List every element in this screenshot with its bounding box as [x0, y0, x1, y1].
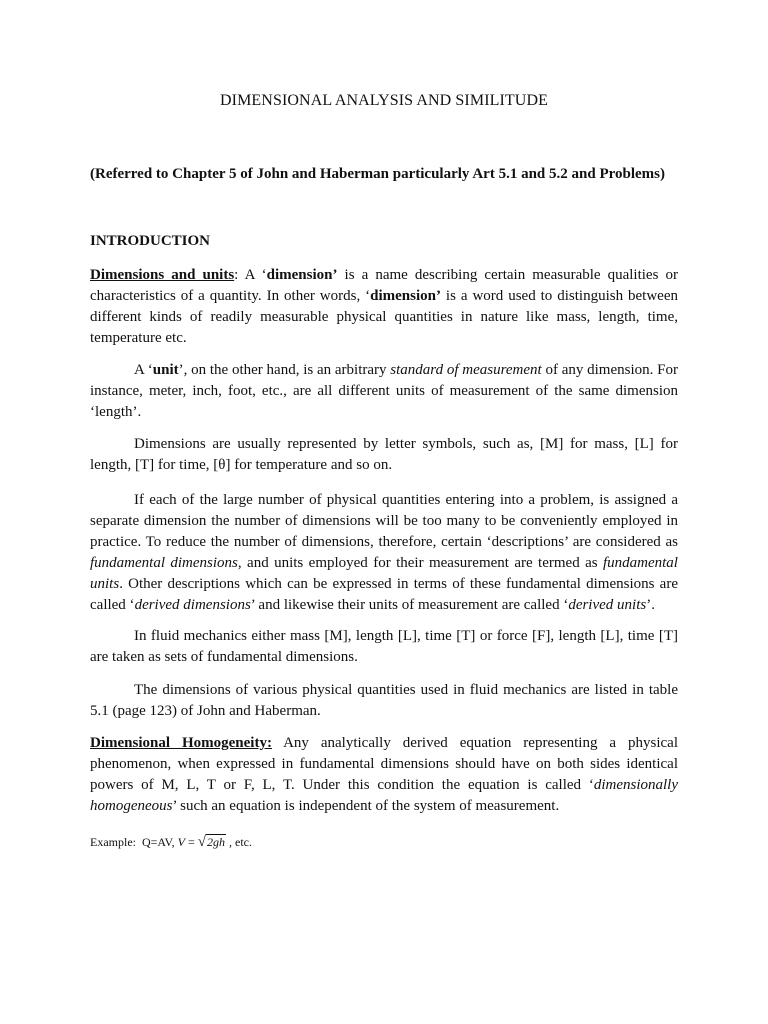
equation-velocity-lhs: V: [177, 835, 185, 849]
radicand: 2gh: [207, 835, 226, 849]
bold-run: dimension’: [266, 267, 338, 283]
example-label: Example:: [90, 835, 136, 849]
example-tail: , etc.: [226, 835, 253, 849]
example-line: [90, 834, 252, 851]
section-heading: INTRODUCTION: [90, 233, 211, 249]
paragraph-letter-symbols: Dimensions are usually represented by letter symbols, such as, [M] for mass, [L] for length, [T] for time, [θ] for temperature and so on.: [90, 436, 678, 473]
text-run: If each of the large number of physical quantities entering into a problem, is assigned a separate dimension the number of dimensions will be too many to be conveniently employed in practice. To reduce the number of dimensions, therefore, certain ‘descriptions’ are considered as: [90, 492, 678, 550]
reference-note: (Referred to Chapter 5 of John and Haberman particularly Art 5.1 and 5.2 and Problems): [90, 166, 665, 182]
term-dimensional-homogeneity: Dimensional Homogeneity:: [90, 735, 272, 751]
italic-run: dimensionally homogeneous: [90, 777, 678, 814]
text-run: is a name describing certain measurable qualities or characteristics of a quantity. In other words, ‘: [90, 267, 678, 304]
bold-run: dimension’: [370, 288, 441, 304]
equals-sign: =: [185, 835, 198, 849]
text-run: ’.: [646, 597, 655, 613]
text-run: ’, on the other hand, is an arbitrary: [178, 362, 391, 378]
paragraph-table-reference: The dimensions of various physical quantities used in fluid mechanics are listed in table 5.1 (page 123) of John and Haberman.: [90, 682, 678, 719]
text-run: Any analytically derived equation representing a physical phenomenon, when expressed in fundamental dimensions should have on both sides identical powers of M, L, T or F, L, T. Under this condition the equation is called ‘: [90, 735, 678, 793]
text-run: of any dimension. For instance, meter, inch, foot, etc., are all different units of measurement of the same dimension ‘length’.: [90, 362, 678, 420]
term-dimensions-and-units: Dimensions and units: [90, 267, 235, 283]
text-run: , and units employed for their measurement are termed as: [237, 555, 603, 571]
italic-run: fundamental dimensions: [90, 555, 238, 571]
equation-continuity: Q=AV,: [141, 835, 175, 849]
bold-run: unit: [152, 362, 179, 378]
italic-run: standard of measurement: [390, 362, 542, 378]
paragraph-fluid-mechanics-sets: In fluid mechanics either mass [M], length [L], time [T] or force [F], length [L], time [T] are taken as sets of fundamental dimensions.: [90, 628, 678, 665]
italic-run: derived units: [568, 597, 647, 613]
text-run: A ‘: [134, 362, 153, 378]
paragraph-dimensional-homogeneity: [90, 733, 678, 817]
text-run: ’ and likewise their units of measurement are called ‘: [250, 597, 569, 613]
text-run: : A ‘: [234, 267, 267, 283]
paragraph-fundamental-dimensions: [90, 490, 678, 616]
italic-run: derived dimensions: [134, 597, 251, 613]
page-title: DIMENSIONAL ANALYSIS AND SIMILITUDE: [220, 92, 548, 109]
text-run: . Other descriptions which can be expressed in terms of these fundamental dimensions are called ‘: [90, 576, 678, 613]
text-run: is a word used to distinguish between different kinds of readily measurable physical quantities in nature like mass, length, time, temperature etc.: [90, 288, 678, 346]
text-run: ’ such an equation is independent of the system of measurement.: [172, 798, 560, 814]
paragraph-unit: [90, 360, 678, 423]
italic-run: fundamental units: [90, 555, 678, 592]
paragraph-dimensions-and-units: [90, 265, 678, 349]
sqrt-symbol: √: [197, 834, 207, 850]
